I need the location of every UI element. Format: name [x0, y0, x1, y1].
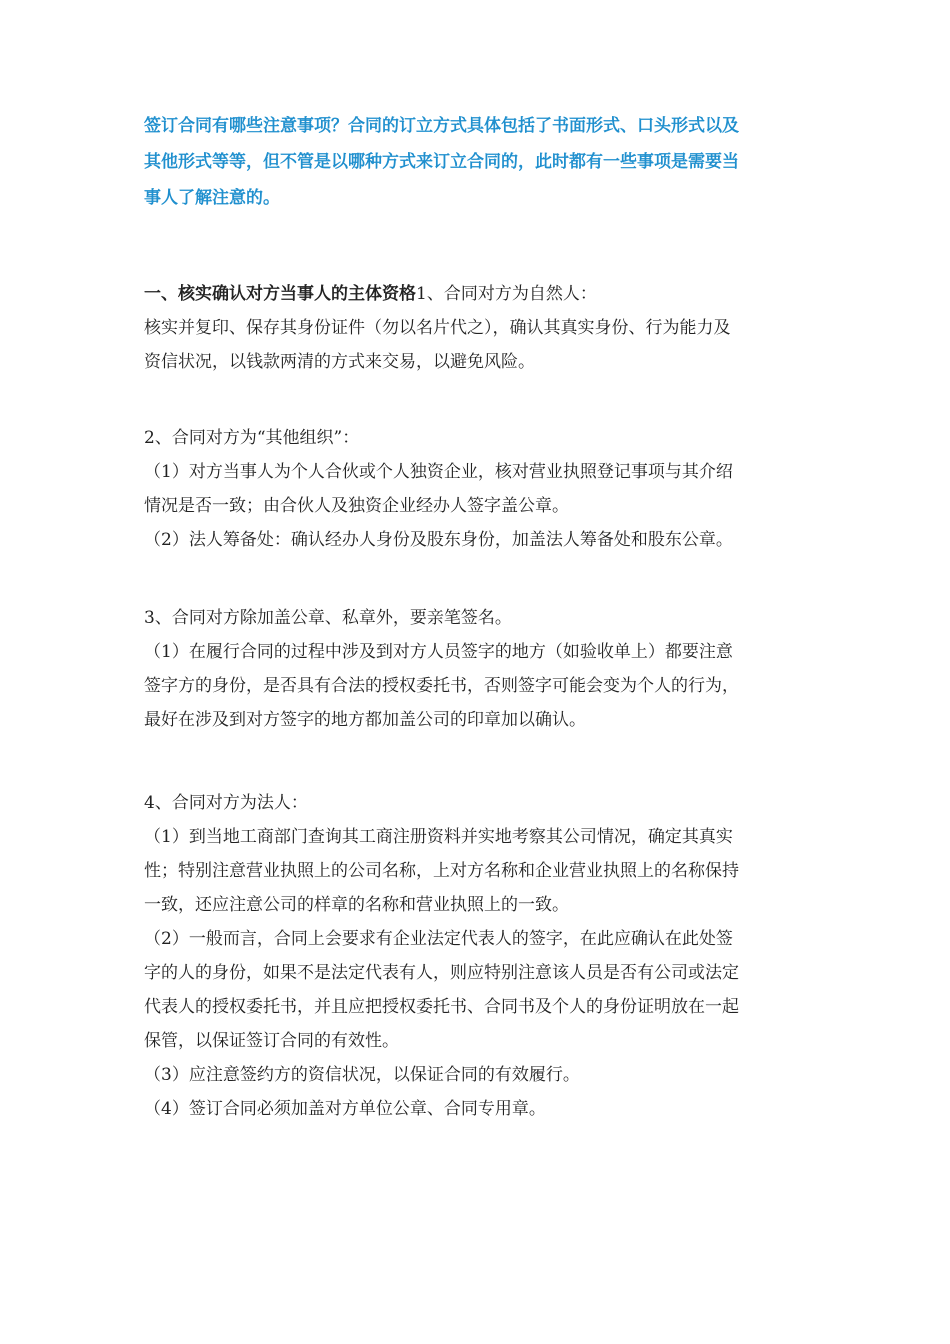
paragraph-line: 最好在涉及到对方签字的地方都加盖公司的印章加以确认。 [144, 710, 586, 730]
section-1-heading: 一、核实确认对方当事人的主体资格 [144, 284, 416, 304]
paragraph-line: 4、合同对方为法人： [144, 793, 308, 813]
paragraph-line: 情况是否一致；由合伙人及独资企业经办人签字盖公章。 [144, 496, 569, 516]
intro-line: 其他形式等等，但不管是以哪种方式来订立合同的，此时都有一些事项是需要当 [144, 152, 739, 172]
section-1 [144, 277, 824, 379]
intro-paragraph [144, 108, 824, 216]
paragraph-line: （2）法人筹备处：确认经办人身份及股东身份，加盖法人筹备处和股东公章。 [144, 530, 733, 550]
paragraph-line: 性；特别注意营业执照上的公司名称，上对方名称和企业营业执照上的名称保持 [144, 861, 739, 881]
section-4 [144, 786, 824, 1126]
section-1-subheading: 1、合同对方为自然人： [416, 284, 597, 304]
section-2 [144, 421, 824, 557]
paragraph-line: 代表人的授权委托书，并且应把授权委托书、合同书及个人的身份证明放在一起 [144, 997, 739, 1017]
paragraph-line: 2、合同对方为“其他组织”： [144, 428, 360, 448]
paragraph-line: 字的人的身份，如果不是法定代表有人，则应特别注意该人员是否有公司或法定 [144, 963, 739, 983]
paragraph-line: 一致，还应注意公司的样章的名称和营业执照上的一致。 [144, 895, 569, 915]
section-1-heading-line [144, 277, 824, 311]
paragraph-line: （1）到当地工商部门查询其工商注册资料并实地考察其公司情况，确定其真实 [144, 827, 733, 847]
paragraph-line: 签字方的身份，是否具有合法的授权委托书，否则签字可能会变为个人的行为， [144, 676, 739, 696]
paragraph-line: （4）签订合同必须加盖对方单位公章、合同专用章。 [144, 1099, 546, 1119]
intro-line: 事人了解注意的。 [144, 188, 280, 208]
section-3 [144, 601, 824, 737]
paragraph-line: 核实并复印、保存其身份证件（勿以名片代之），确认其真实身份、行为能力及 [144, 318, 731, 338]
intro-line: 签订合同有哪些注意事项？合同的订立方式具体包括了书面形式、口头形式以及 [144, 116, 739, 136]
paragraph-line: （1）在履行合同的过程中涉及到对方人员签字的地方（如验收单上）都要注意 [144, 642, 733, 662]
paragraph-line: 保管，以保证签订合同的有效性。 [144, 1031, 399, 1051]
paragraph-line: 资信状况，以钱款两清的方式来交易，以避免风险。 [144, 352, 535, 372]
paragraph-line: （3）应注意签约方的资信状况，以保证合同的有效履行。 [144, 1065, 580, 1085]
paragraph-line: （2）一般而言，合同上会要求有企业法定代表人的签字，在此应确认在此处签 [144, 929, 733, 949]
paragraph-line: （1）对方当事人为个人合伙或个人独资企业，核对营业执照登记事项与其介绍 [144, 462, 733, 482]
paragraph-line: 3、合同对方除加盖公章、私章外，要亲笔签名。 [144, 608, 512, 628]
